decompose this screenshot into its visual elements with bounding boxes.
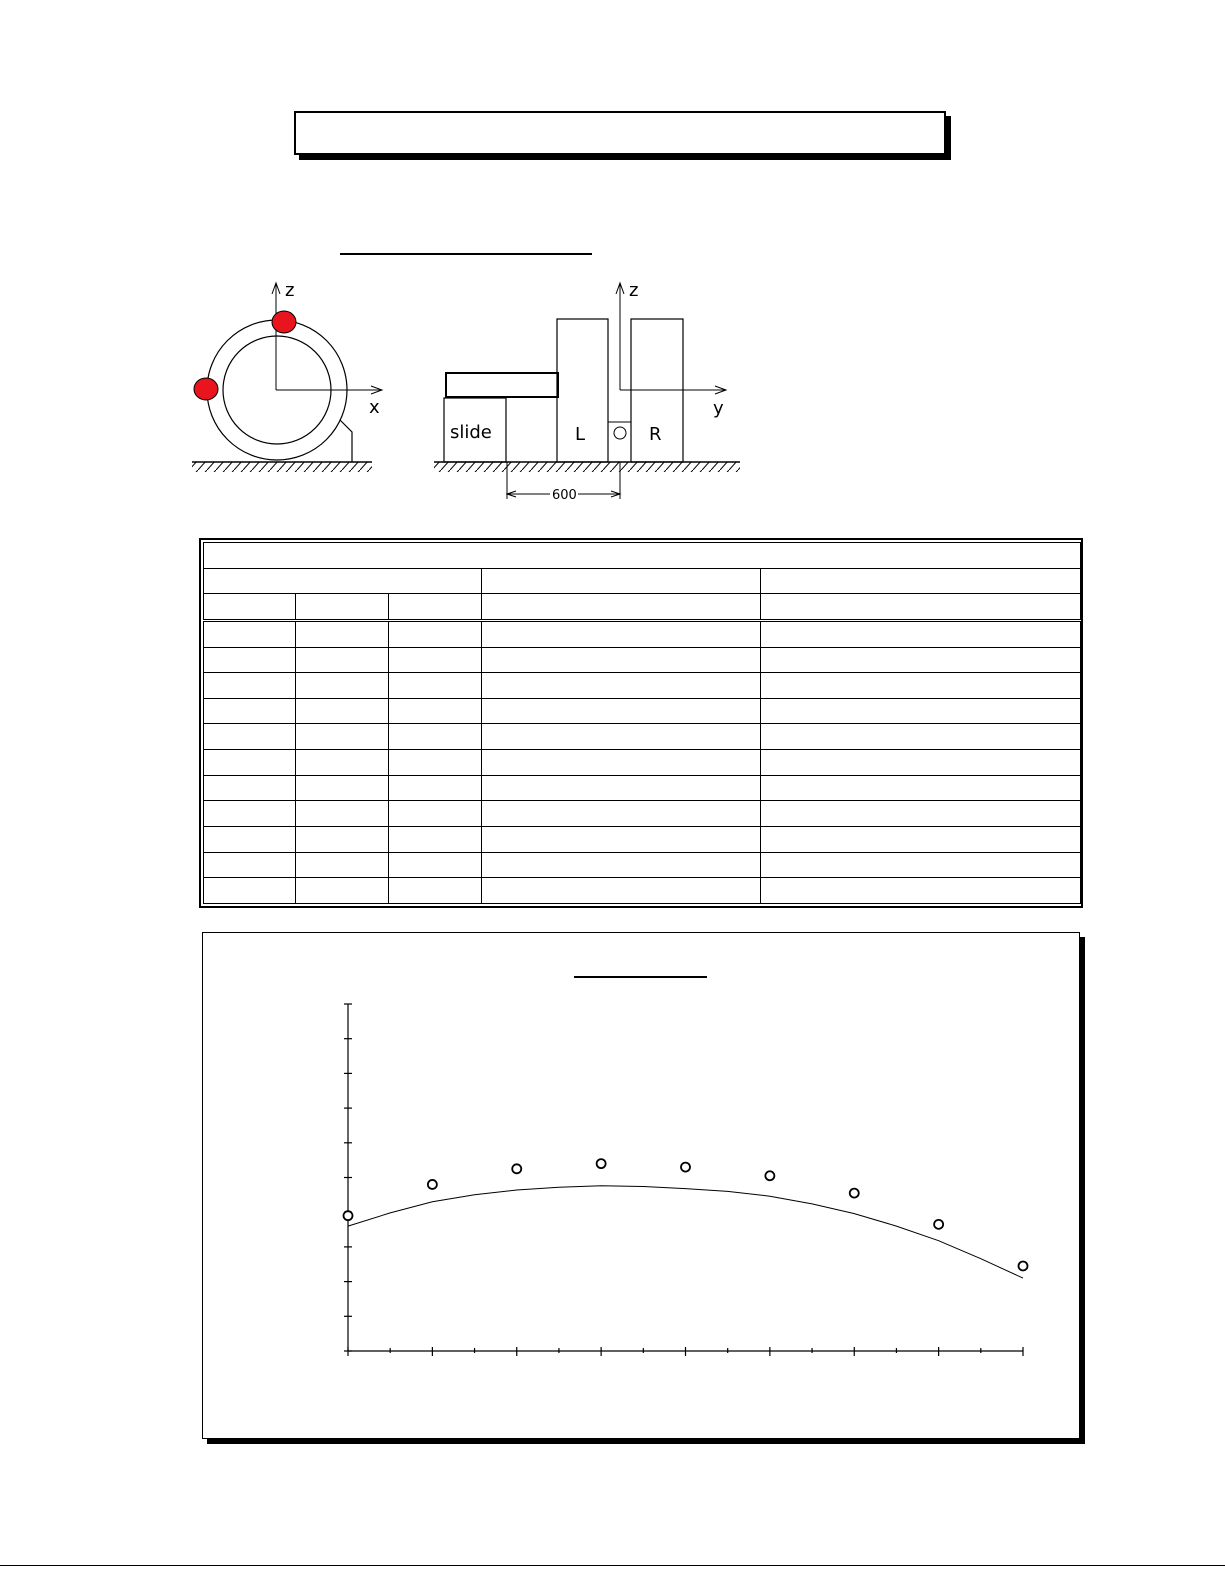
table-row bbox=[204, 826, 1081, 852]
table-cell bbox=[482, 826, 761, 852]
table-row bbox=[204, 620, 1081, 647]
table-cell bbox=[296, 826, 389, 852]
table-cell bbox=[761, 724, 1081, 750]
dimension-label: 600 bbox=[552, 488, 577, 503]
table-cell bbox=[482, 673, 761, 699]
specimen-circle-icon bbox=[614, 427, 626, 439]
table-header-cell bbox=[204, 594, 296, 621]
table-header-cell bbox=[761, 594, 1081, 621]
table-cell bbox=[389, 775, 482, 801]
ground-hatch-side bbox=[192, 462, 372, 472]
table-row bbox=[204, 673, 1081, 699]
table-body bbox=[204, 620, 1081, 903]
table-cell bbox=[296, 620, 389, 647]
specimen-box bbox=[608, 422, 631, 462]
table-cell bbox=[389, 620, 482, 647]
table-cell bbox=[761, 750, 1081, 776]
table-cell bbox=[482, 698, 761, 724]
table-cell bbox=[389, 878, 482, 904]
table-cell bbox=[761, 852, 1081, 878]
table-group-header-cell bbox=[482, 568, 761, 594]
table-cell bbox=[296, 852, 389, 878]
table-cell bbox=[296, 698, 389, 724]
table-header-cell bbox=[482, 594, 761, 621]
sensor-marker-left bbox=[194, 378, 218, 400]
table-cell bbox=[296, 750, 389, 776]
table-column-header-row bbox=[204, 594, 1081, 621]
table-row bbox=[204, 647, 1081, 673]
table-cell bbox=[204, 724, 296, 750]
table-row bbox=[204, 801, 1081, 827]
ground-hatch-front bbox=[434, 462, 740, 472]
table-cell bbox=[204, 878, 296, 904]
table-cell bbox=[389, 801, 482, 827]
table-cell bbox=[389, 673, 482, 699]
z-axis-label-side: z bbox=[285, 280, 295, 301]
data-table-frame bbox=[199, 538, 1083, 908]
table-cell bbox=[482, 878, 761, 904]
x-axis-label-side: x bbox=[369, 397, 380, 418]
table-cell bbox=[389, 698, 482, 724]
support-bracket bbox=[340, 420, 352, 462]
table-cell bbox=[482, 750, 761, 776]
right-column-label: R bbox=[649, 424, 662, 445]
table-row bbox=[204, 775, 1081, 801]
table-group-header-cell bbox=[204, 568, 482, 594]
table-cell bbox=[482, 801, 761, 827]
table-cell bbox=[204, 647, 296, 673]
side-view bbox=[192, 280, 382, 472]
table-cell bbox=[204, 775, 296, 801]
technical-diagram bbox=[0, 0, 1225, 540]
table-cell bbox=[482, 852, 761, 878]
table-cell bbox=[761, 673, 1081, 699]
table-cell bbox=[296, 775, 389, 801]
slide-label: slide bbox=[450, 422, 492, 443]
table-cell bbox=[296, 801, 389, 827]
table-cell bbox=[389, 724, 482, 750]
slide-plate bbox=[446, 373, 558, 397]
table-cell bbox=[204, 750, 296, 776]
table-group-header-cell bbox=[761, 568, 1081, 594]
z-axis-label-front: z bbox=[629, 280, 639, 301]
table-cell bbox=[389, 852, 482, 878]
table-cell bbox=[761, 878, 1081, 904]
front-view bbox=[434, 280, 740, 503]
table-header-cell bbox=[296, 594, 389, 621]
table-group-header-row bbox=[204, 568, 1081, 594]
table-cell bbox=[204, 698, 296, 724]
table-cell bbox=[204, 673, 296, 699]
y-axis-label-front: y bbox=[713, 398, 724, 419]
table-title-row bbox=[204, 543, 1081, 569]
table-cell bbox=[482, 724, 761, 750]
table-row bbox=[204, 852, 1081, 878]
table-cell bbox=[482, 647, 761, 673]
table-cell bbox=[296, 878, 389, 904]
table-cell bbox=[389, 826, 482, 852]
chart-frame bbox=[202, 932, 1080, 1439]
table-cell bbox=[761, 698, 1081, 724]
table-cell bbox=[389, 647, 482, 673]
data-table bbox=[203, 542, 1081, 904]
table-cell bbox=[204, 826, 296, 852]
table-cell bbox=[482, 775, 761, 801]
table-cell bbox=[761, 801, 1081, 827]
page-bottom-rule bbox=[0, 1565, 1225, 1566]
table-row bbox=[204, 750, 1081, 776]
table-row bbox=[204, 698, 1081, 724]
table-cell bbox=[296, 724, 389, 750]
table-cell bbox=[761, 647, 1081, 673]
table-header-cell bbox=[389, 594, 482, 621]
sensor-marker-top bbox=[272, 311, 296, 333]
table-cell bbox=[761, 775, 1081, 801]
table-cell bbox=[204, 852, 296, 878]
table-cell bbox=[389, 750, 482, 776]
table-cell bbox=[204, 620, 296, 647]
table-cell bbox=[761, 620, 1081, 647]
table-row bbox=[204, 878, 1081, 904]
table-cell bbox=[296, 673, 389, 699]
left-column-label: L bbox=[575, 424, 586, 445]
table-title-cell bbox=[204, 543, 1081, 569]
table-cell bbox=[204, 801, 296, 827]
table-row bbox=[204, 724, 1081, 750]
table-cell bbox=[482, 620, 761, 647]
table-cell bbox=[761, 826, 1081, 852]
table-cell bbox=[296, 647, 389, 673]
